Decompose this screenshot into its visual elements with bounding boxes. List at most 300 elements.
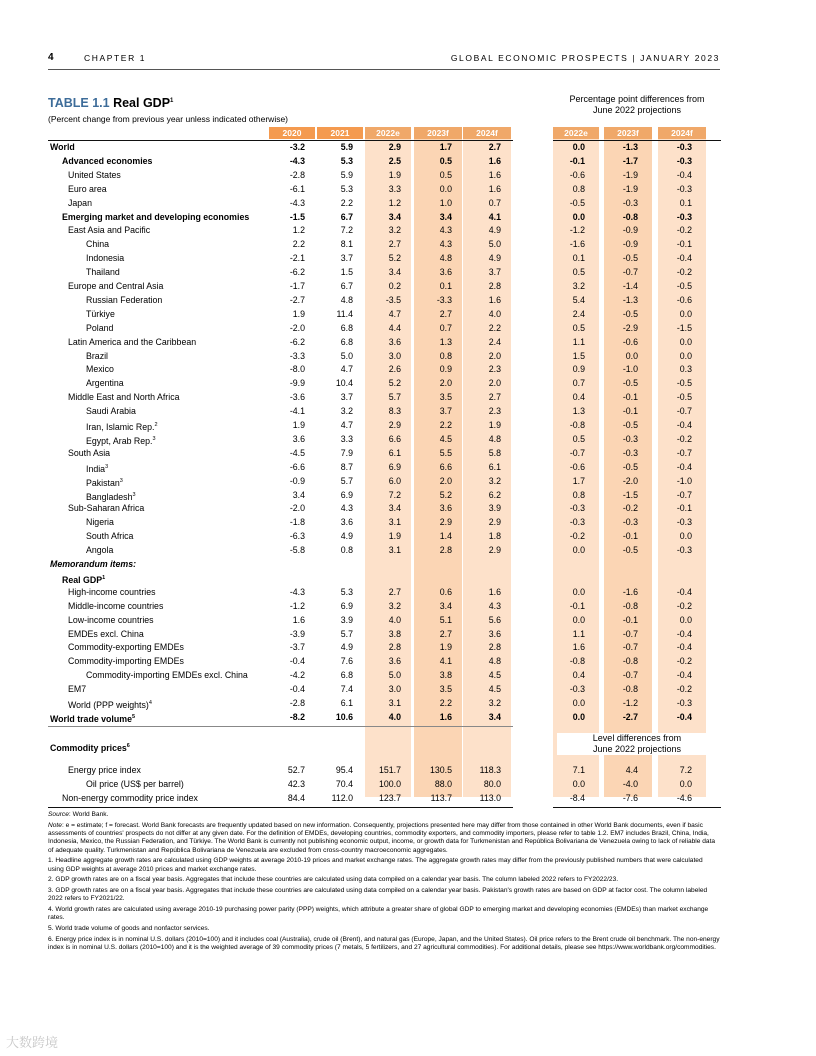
diff-cell-2024f: 0.0 bbox=[679, 531, 692, 542]
value-cell-2022e: 1.9 bbox=[388, 531, 401, 542]
table-row bbox=[48, 155, 724, 169]
value-cell-2020: -2.1 bbox=[289, 253, 305, 264]
diff-cell-2023f: -1.6 bbox=[622, 586, 638, 597]
commodity-heading-text: Commodity prices bbox=[50, 742, 127, 753]
value-cell-2020: -2.7 bbox=[289, 294, 305, 305]
footnote: 5. World trade volume of goods and nonfactor services. bbox=[48, 924, 210, 932]
diff-cell-2023f: -0.9 bbox=[622, 225, 638, 236]
row-label bbox=[86, 363, 114, 377]
value-cell-2024f: 3.4 bbox=[488, 711, 501, 722]
note-text: : e = estimate; f = forecast. World Bank forecasts are frequently updated based on new information. Consequently, projections presented here may differ from those contained in other World Bank documents, even if basic assessments of countries' prospects do not differ at any given date. For the definition of EMDEs, developing countries, commodity exporters, and commodity importers, please refer to table 1.2. EM7 includes Brazil, China, India, Indonesia, Mexico, the Russian Federation, and Türkiye. The World Bank is currently not publishing economic output, income, or growth data for Turkmenistan and República Bolivariana de Venezuela owing to lack of reliable data of adequate quality. Turkmenistan and República Bolivariana de Venezuela are excluded from cross-country macroeconomic aggregates. bbox=[48, 821, 716, 854]
diff-cell-2022e: 0.0 bbox=[572, 614, 585, 625]
value-cell-2022e: 8.3 bbox=[388, 406, 401, 417]
value-cell-2021: 11.4 bbox=[336, 308, 353, 319]
table-row bbox=[48, 322, 724, 336]
value-cell-2024f: 4.9 bbox=[488, 225, 501, 236]
row-label-text: China bbox=[86, 239, 109, 250]
value-cell-2020: -4.5 bbox=[289, 447, 305, 458]
value-cell-2023f: 130.5 bbox=[429, 764, 452, 775]
row-label bbox=[68, 447, 110, 461]
value-cell-2021: 6.8 bbox=[340, 670, 353, 681]
value-cell-2022e: 2.8 bbox=[388, 642, 401, 653]
value-cell-2022e: 1.9 bbox=[388, 169, 401, 180]
row-label-text: Russian Federation bbox=[86, 294, 163, 305]
value-cell-2023f: 4.3 bbox=[439, 225, 452, 236]
diff-cell-2022e: 1.1 bbox=[572, 336, 585, 347]
row-label bbox=[68, 614, 154, 628]
table-title-text: Real GDP bbox=[113, 96, 171, 110]
row-label-text: Bangladesh bbox=[86, 491, 133, 502]
pp-header-line-2: June 2022 projections bbox=[592, 105, 682, 115]
diff-cell-2022e: -0.8 bbox=[569, 420, 585, 430]
table-row bbox=[48, 211, 724, 225]
col-header-2023f: 2023f bbox=[414, 127, 462, 139]
row-label-text: EMDEs excl. China bbox=[68, 628, 144, 639]
diff-cell-2024f: -0.4 bbox=[676, 169, 692, 180]
value-cell-2024f: 4.1 bbox=[488, 211, 501, 222]
diff-cell-2022e: 0.8 bbox=[572, 489, 585, 500]
value-cell-2021: 5.3 bbox=[340, 155, 353, 166]
value-cell-2022e: 3.6 bbox=[388, 656, 401, 667]
diff-cell-2023f: -0.5 bbox=[622, 378, 638, 389]
row-label bbox=[68, 391, 179, 405]
row-label-text: Europe and Central Asia bbox=[68, 281, 164, 291]
table-row bbox=[48, 350, 724, 364]
col-header-2021: 2021 bbox=[317, 127, 363, 139]
row-label-text: Oil price (US$ per barrel) bbox=[86, 778, 184, 789]
value-cell-2020: -3.7 bbox=[289, 642, 305, 653]
value-cell-2020: -2.0 bbox=[289, 503, 305, 514]
diff-cell-2022e: 3.2 bbox=[572, 281, 585, 291]
value-cell-2022e: 3.2 bbox=[388, 225, 401, 236]
table-row bbox=[48, 544, 724, 558]
row-label bbox=[86, 669, 248, 683]
row-label bbox=[68, 764, 141, 778]
diff-cell-2023f: -0.5 bbox=[622, 253, 638, 264]
value-cell-2021: 7.6 bbox=[340, 656, 353, 667]
value-cell-2021: 7.2 bbox=[340, 225, 353, 236]
diff-cell-2024f: 0.0 bbox=[679, 308, 692, 319]
value-cell-2020: -4.1 bbox=[289, 406, 305, 417]
value-cell-2021: 5.9 bbox=[340, 169, 353, 180]
row-label-text: Memorandum items: bbox=[50, 559, 137, 569]
value-cell-2023f: 0.8 bbox=[439, 350, 452, 361]
diff-cell-2022e: -0.1 bbox=[569, 155, 585, 166]
diff-cell-2022e: 0.5 bbox=[572, 267, 585, 278]
table-row bbox=[48, 792, 724, 806]
value-cell-2020: -3.6 bbox=[289, 392, 305, 403]
diff-cell-2024f: -0.5 bbox=[676, 378, 692, 389]
diff-cell-2023f: -0.3 bbox=[622, 433, 638, 444]
row-label-text: Commodity-exporting EMDEs bbox=[68, 642, 184, 653]
value-cell-2020: -1.5 bbox=[289, 211, 305, 222]
diff-cell-2023f: -2.0 bbox=[622, 475, 638, 486]
value-cell-2021: 5.0 bbox=[340, 350, 353, 361]
value-cell-2021: 5.3 bbox=[340, 183, 353, 194]
value-cell-2021: 6.8 bbox=[340, 322, 353, 333]
diff-cell-2023f: -0.1 bbox=[622, 614, 638, 625]
level-header-line-1: Level differences from bbox=[592, 732, 682, 743]
value-cell-2020: -6.1 bbox=[289, 183, 305, 194]
value-cell-2023f: -3.3 bbox=[436, 294, 452, 305]
value-cell-2021: 6.1 bbox=[340, 698, 353, 708]
diff-cell-2022e: 0.0 bbox=[572, 142, 585, 152]
value-cell-2024f: 2.7 bbox=[488, 392, 501, 403]
pp-header-line-1: Percentage point differences from bbox=[569, 94, 705, 104]
diff-cell-2022e: -0.3 bbox=[569, 517, 585, 528]
value-cell-2020: -3.3 bbox=[289, 350, 305, 361]
table-subtitle: (Percent change from previous year unless indicated otherwise) bbox=[48, 114, 289, 124]
diff-cell-2023f: -0.3 bbox=[622, 517, 638, 528]
value-cell-2024f: 1.6 bbox=[488, 586, 501, 597]
value-cell-2024f: 2.3 bbox=[488, 406, 501, 417]
table-row bbox=[48, 391, 724, 405]
value-cell-2024f: 4.0 bbox=[488, 308, 501, 319]
table-number: TABLE 1.1 bbox=[48, 96, 110, 110]
diff-cell-2023f: -0.6 bbox=[622, 336, 638, 347]
value-cell-2021: 10.6 bbox=[335, 711, 353, 722]
diff-cell-2022e: 0.5 bbox=[572, 322, 585, 333]
row-label bbox=[50, 558, 136, 572]
value-cell-2021: 4.9 bbox=[340, 642, 353, 653]
table-notes bbox=[48, 811, 720, 955]
value-cell-2023f: 5.2 bbox=[439, 489, 452, 500]
row-label bbox=[68, 683, 86, 697]
running-title: GLOBAL ECONOMIC PROSPECTS | JANUARY 2023 bbox=[450, 53, 720, 63]
row-label-text: Commodity-importing EMDEs excl. China bbox=[86, 670, 248, 681]
diff-cell-2023f: -2.9 bbox=[622, 322, 638, 333]
value-cell-2021: 5.3 bbox=[340, 586, 353, 597]
diff-cell-2022e: 0.5 bbox=[572, 433, 585, 444]
diff-cell-2022e: 0.0 bbox=[572, 698, 585, 708]
diff-cell-2024f: -0.5 bbox=[676, 281, 692, 291]
page-number: 4 bbox=[48, 52, 54, 63]
value-cell-2021: 4.7 bbox=[340, 364, 353, 375]
row-label bbox=[68, 655, 184, 669]
running-header bbox=[48, 52, 720, 66]
value-cell-2021: 0.8 bbox=[340, 545, 353, 556]
value-cell-2022e: 6.0 bbox=[388, 475, 401, 486]
value-cell-2022e: 2.7 bbox=[388, 239, 401, 250]
value-cell-2024f: 113.0 bbox=[479, 792, 501, 803]
value-cell-2023f: 3.5 bbox=[439, 684, 452, 695]
table-row bbox=[48, 336, 724, 350]
row-label bbox=[68, 628, 144, 642]
row-label-text: Indonesia bbox=[86, 253, 125, 264]
value-cell-2023f: 4.1 bbox=[439, 656, 452, 667]
row-label-text: India bbox=[86, 463, 106, 474]
value-cell-2023f: 1.9 bbox=[439, 642, 452, 653]
value-cell-2020: -2.0 bbox=[289, 322, 305, 333]
value-cell-2021: 10.4 bbox=[335, 378, 353, 389]
value-cell-2021: 6.9 bbox=[340, 600, 353, 611]
diff-cell-2023f: -0.5 bbox=[622, 461, 638, 472]
row-label-text: Pakistan bbox=[86, 477, 120, 488]
row-label-text: EM7 bbox=[68, 684, 87, 695]
row-label-text: Sub-Saharan Africa bbox=[68, 503, 145, 514]
value-cell-2024f: 80.0 bbox=[483, 778, 501, 789]
diff-cell-2022e: 1.3 bbox=[572, 406, 585, 417]
table-row bbox=[48, 530, 724, 544]
value-cell-2021: 4.8 bbox=[340, 294, 353, 305]
row-label-text: Iran, Islamic Rep. bbox=[86, 421, 155, 432]
diff-cell-2024f: -0.2 bbox=[676, 600, 692, 611]
row-label bbox=[62, 792, 198, 806]
value-cell-2023f: 2.7 bbox=[439, 628, 452, 639]
value-cell-2024f: 3.6 bbox=[488, 628, 501, 639]
value-cell-2021: 4.7 bbox=[340, 420, 353, 430]
value-cell-2023f: 3.5 bbox=[439, 392, 452, 403]
value-cell-2024f: 4.5 bbox=[488, 670, 501, 681]
diff-cell-2024f: -0.4 bbox=[676, 670, 692, 681]
row-label bbox=[68, 502, 144, 516]
diff-cell-2022e: 0.8 bbox=[572, 183, 585, 194]
table-row bbox=[48, 197, 724, 211]
value-cell-2023f: 2.0 bbox=[439, 378, 452, 389]
diff-cell-2024f: 0.0 bbox=[679, 336, 692, 347]
footnote-ref: 3 bbox=[105, 463, 109, 470]
diff-cell-2023f: -1.2 bbox=[622, 698, 638, 708]
value-cell-2021: 6.7 bbox=[340, 211, 353, 222]
value-cell-2021: 3.2 bbox=[340, 406, 353, 417]
value-cell-2023f: 4.3 bbox=[439, 239, 452, 250]
row-label bbox=[68, 336, 196, 350]
value-cell-2024f: 2.9 bbox=[488, 517, 501, 528]
row-label-text: South Asia bbox=[68, 447, 111, 458]
value-cell-2020: 3.4 bbox=[292, 489, 305, 500]
value-cell-2024f: 118.3 bbox=[479, 764, 501, 775]
table-bottom-rule bbox=[48, 807, 513, 808]
row-label bbox=[68, 586, 156, 600]
diff-cell-2022e: 0.0 bbox=[572, 778, 585, 789]
row-label-text: Argentina bbox=[86, 378, 124, 389]
value-cell-2022e: 3.8 bbox=[388, 628, 401, 639]
value-cell-2024f: 4.9 bbox=[488, 253, 501, 264]
value-cell-2021: 1.5 bbox=[340, 267, 353, 278]
table-mid-rule bbox=[48, 726, 513, 727]
row-label-text: Energy price index bbox=[68, 764, 141, 775]
row-label bbox=[86, 377, 124, 391]
diff-cell-2023f: -0.5 bbox=[622, 308, 638, 319]
value-cell-2023f: 5.5 bbox=[439, 447, 452, 458]
row-label-text: Türkiye bbox=[86, 308, 115, 319]
diff-cell-2024f: -0.3 bbox=[676, 545, 692, 556]
value-cell-2021: 8.7 bbox=[340, 461, 353, 472]
value-cell-2024f: 5.8 bbox=[488, 447, 501, 458]
diff-cell-2022e: -0.3 bbox=[569, 684, 585, 695]
diff-cell-2023f: -1.9 bbox=[622, 169, 638, 180]
row-label bbox=[86, 308, 115, 322]
value-cell-2024f: 4.5 bbox=[488, 684, 501, 695]
diff-cell-2023f: -0.5 bbox=[622, 420, 638, 430]
value-cell-2023f: 3.4 bbox=[439, 600, 452, 611]
diff-cell-2023f: -7.6 bbox=[622, 792, 638, 803]
value-cell-2024f: 6.2 bbox=[488, 489, 501, 500]
pp-differences-header bbox=[553, 94, 721, 116]
diff-cell-2022e: 5.4 bbox=[572, 294, 585, 305]
diff-cell-2022e: 0.0 bbox=[572, 586, 585, 597]
value-cell-2021: 3.9 bbox=[340, 614, 353, 625]
table-row bbox=[48, 600, 724, 614]
value-cell-2021: 6.9 bbox=[340, 489, 353, 500]
value-cell-2023f: 2.8 bbox=[439, 545, 452, 556]
row-label-text: Thailand bbox=[86, 267, 120, 278]
diff-cell-2023f: -0.1 bbox=[622, 392, 638, 403]
diff-cell-2023f: -0.8 bbox=[622, 211, 638, 222]
table-row bbox=[48, 475, 724, 489]
table-row bbox=[48, 377, 724, 391]
row-label-text: Brazil bbox=[86, 350, 108, 361]
table-row bbox=[48, 572, 724, 586]
value-cell-2020: -1.2 bbox=[289, 600, 305, 611]
col-header-2022e: 2022e bbox=[365, 127, 411, 139]
value-cell-2024f: 2.4 bbox=[488, 336, 501, 347]
value-cell-2020: 1.9 bbox=[292, 308, 305, 319]
diff-cell-2023f: -0.1 bbox=[622, 406, 638, 417]
diff-cell-2024f: 7.2 bbox=[679, 764, 692, 775]
row-label-text: Mexico bbox=[86, 364, 114, 375]
value-cell-2021: 3.6 bbox=[340, 517, 353, 528]
chapter-label: CHAPTER 1 bbox=[84, 53, 147, 63]
value-cell-2020: -0.9 bbox=[289, 475, 305, 486]
diff-cell-2024f: -0.2 bbox=[676, 225, 692, 236]
value-cell-2022e: 3.1 bbox=[388, 698, 401, 708]
source-note bbox=[48, 811, 720, 819]
value-cell-2024f: 4.3 bbox=[488, 600, 501, 611]
diff-cell-2024f: -0.6 bbox=[676, 294, 692, 305]
footnote-ref: 6 bbox=[126, 742, 130, 749]
value-cell-2020: -8.0 bbox=[289, 364, 305, 375]
row-label bbox=[86, 530, 133, 544]
footnote: 1. Headline aggregate growth rates are calculated using GDP weights at average 2010-19 prices and market exchange rates. The aggregate growth rates may differ from the previously published numbers that were calculated using GDP weights at average 2010 prices and market exchange rates. bbox=[48, 857, 703, 873]
value-cell-2020: -1.8 bbox=[289, 517, 305, 528]
value-cell-2023f: 88.0 bbox=[434, 778, 452, 789]
row-label bbox=[68, 280, 163, 294]
row-label bbox=[86, 405, 136, 419]
value-cell-2021: 3.7 bbox=[340, 253, 353, 264]
value-cell-2024f: 1.6 bbox=[488, 155, 501, 166]
table-row bbox=[48, 628, 724, 642]
diff-cell-2022e: 1.5 bbox=[572, 350, 585, 361]
value-cell-2024f: 2.3 bbox=[488, 364, 501, 375]
value-cell-2022e: 5.2 bbox=[388, 378, 401, 389]
value-cell-2020: -0.4 bbox=[289, 656, 305, 667]
value-cell-2022e: 2.9 bbox=[388, 420, 401, 430]
value-cell-2024f: 4.8 bbox=[488, 433, 501, 444]
value-cell-2022e: 5.7 bbox=[388, 392, 401, 403]
value-cell-2024f: 2.0 bbox=[488, 350, 501, 361]
footnote: 4. World growth rates are calculated using average 2010-19 purchasing power parity (PPP) weights, which attribute a greater share of global GDP to emerging market and developing economies (EMDEs) than market exchange rates. bbox=[48, 905, 709, 922]
diff-cell-2022e: -0.6 bbox=[569, 169, 585, 180]
row-label bbox=[86, 266, 120, 280]
value-cell-2022e: 3.4 bbox=[388, 211, 401, 222]
value-cell-2020: -2.8 bbox=[289, 169, 305, 180]
value-cell-2023f: 0.9 bbox=[439, 364, 452, 375]
diff-cell-2022e: 0.4 bbox=[572, 670, 585, 681]
diff-cell-2022e: 0.9 bbox=[572, 364, 585, 375]
row-label-text: Advanced economies bbox=[62, 155, 153, 166]
row-label bbox=[68, 197, 92, 211]
table-row bbox=[48, 405, 724, 419]
diff-cell-2023f: -1.4 bbox=[622, 281, 638, 291]
table-row bbox=[48, 419, 724, 433]
row-label bbox=[50, 141, 75, 155]
row-label-text: Egypt, Arab Rep. bbox=[86, 435, 153, 446]
value-cell-2021: 112.0 bbox=[331, 792, 353, 803]
value-cell-2020: 84.4 bbox=[287, 792, 305, 803]
row-label bbox=[62, 155, 152, 169]
value-cell-2021: 6.8 bbox=[340, 336, 353, 347]
row-label-text: Japan bbox=[68, 197, 92, 208]
row-label bbox=[68, 641, 184, 655]
row-label bbox=[86, 778, 184, 792]
table-row bbox=[48, 697, 724, 711]
source-text: : World Bank. bbox=[68, 811, 109, 818]
table-row bbox=[48, 669, 724, 683]
value-cell-2023f: 0.1 bbox=[439, 281, 452, 291]
diff-cell-2024f: -0.2 bbox=[676, 684, 692, 695]
value-cell-2022e: 3.2 bbox=[388, 600, 401, 611]
value-cell-2023f: 2.2 bbox=[439, 420, 452, 430]
value-cell-2023f: 1.4 bbox=[439, 531, 452, 542]
value-cell-2024f: 3.2 bbox=[488, 475, 501, 486]
footnote-ref: 5 bbox=[131, 713, 136, 720]
value-cell-2024f: 1.9 bbox=[488, 420, 501, 430]
diff-cell-2022e: -0.7 bbox=[569, 447, 585, 458]
diff-cell-2022e: 0.7 bbox=[572, 378, 585, 389]
diff-cell-2023f: -0.7 bbox=[622, 642, 638, 653]
value-cell-2023f: 1.3 bbox=[439, 336, 452, 347]
diff-cell-2022e: -0.6 bbox=[569, 461, 585, 472]
diff-cell-2023f: -0.7 bbox=[622, 670, 638, 681]
value-cell-2020: -6.2 bbox=[289, 336, 305, 347]
table-row bbox=[48, 308, 724, 322]
diff-cell-2022e: 1.6 bbox=[572, 642, 585, 653]
value-cell-2020: -2.8 bbox=[289, 698, 305, 708]
row-label bbox=[68, 224, 150, 238]
value-cell-2024f: 0.7 bbox=[488, 197, 501, 208]
row-label-text: Saudi Arabia bbox=[86, 406, 136, 417]
value-cell-2022e: 4.0 bbox=[388, 711, 401, 722]
value-cell-2021: 4.9 bbox=[340, 531, 353, 542]
row-label bbox=[50, 711, 135, 727]
table-row bbox=[48, 224, 724, 238]
diff-cell-2024f: -0.3 bbox=[676, 155, 692, 166]
diff-cell-2022e: -1.6 bbox=[569, 239, 585, 250]
value-cell-2023f: 0.5 bbox=[439, 169, 452, 180]
diff-cell-2024f: -1.5 bbox=[676, 322, 692, 333]
value-cell-2022e: 3.0 bbox=[388, 350, 401, 361]
value-cell-2024f: 4.8 bbox=[488, 656, 501, 667]
row-label-text: High-income countries bbox=[68, 586, 156, 597]
value-cell-2020: -9.9 bbox=[289, 378, 305, 389]
table-row bbox=[48, 294, 724, 308]
value-cell-2022e: 2.5 bbox=[388, 155, 401, 166]
diff-cell-2024f: -0.1 bbox=[676, 503, 692, 514]
value-cell-2021: 95.4 bbox=[335, 764, 353, 775]
diff-cell-2023f: -2.7 bbox=[622, 711, 638, 722]
value-cell-2022e: 5.2 bbox=[388, 253, 401, 264]
col-header-2024f: 2024f bbox=[463, 127, 511, 139]
level-header-line-2: June 2022 projections bbox=[592, 743, 682, 754]
diff-cell-2022e: -0.2 bbox=[569, 531, 585, 542]
value-cell-2023f: 0.7 bbox=[439, 322, 452, 333]
value-cell-2024f: 2.2 bbox=[488, 322, 501, 333]
footnote-ref: 3 bbox=[132, 491, 136, 498]
value-cell-2022e: 3.6 bbox=[388, 336, 401, 347]
table-row bbox=[48, 252, 724, 266]
value-cell-2021: 4.3 bbox=[340, 503, 353, 514]
